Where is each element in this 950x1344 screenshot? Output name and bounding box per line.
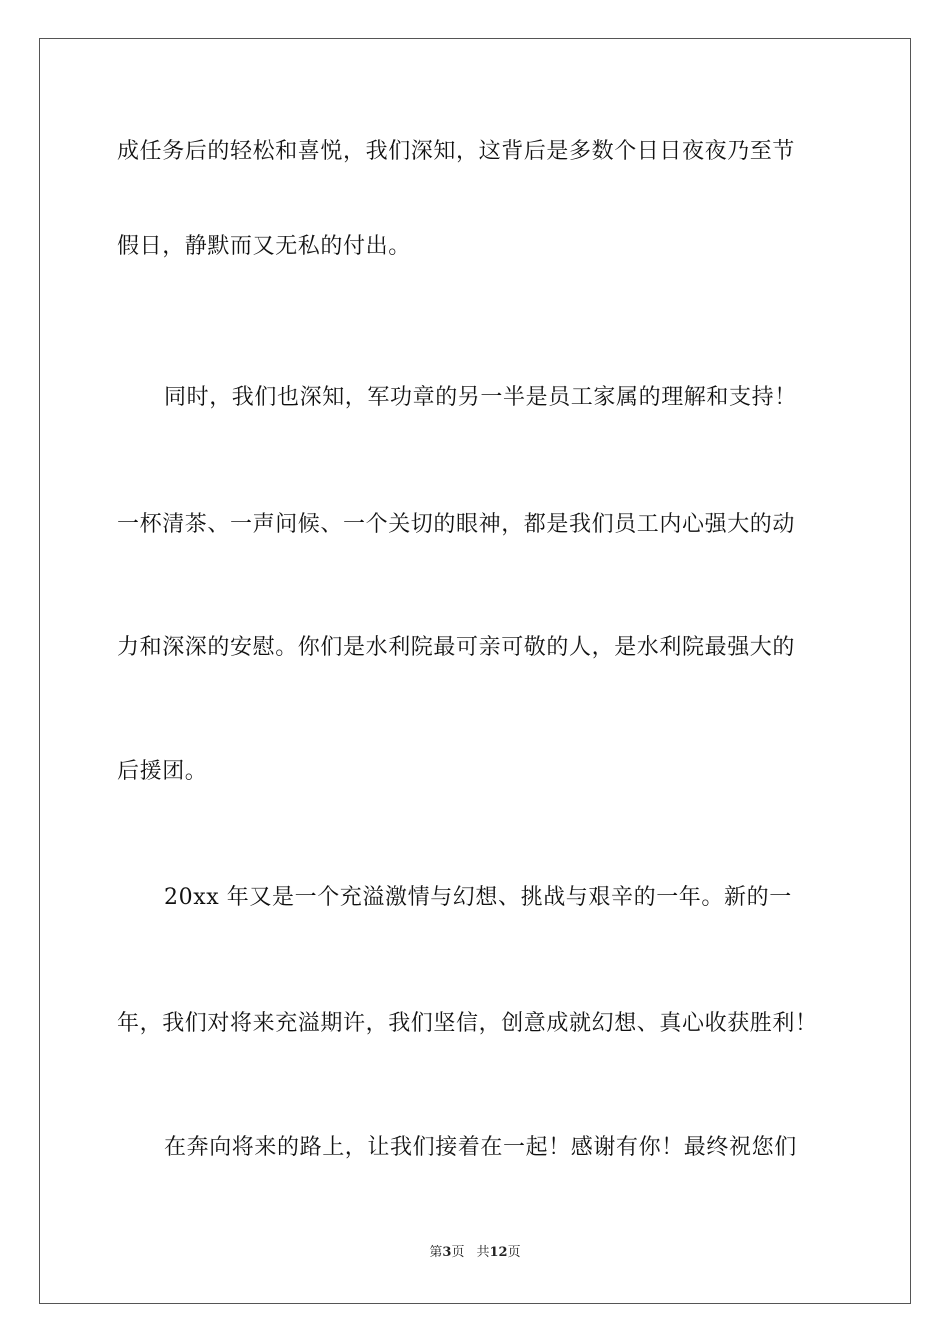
body-line-9: 在奔向将来的路上，让我们接着在一起！感谢有你！最终祝您们 [164, 1135, 797, 1160]
body-line-2: 假日，静默而又无私的付出。 [117, 234, 411, 259]
body-line-1: 成任务后的轻松和喜悦，我们深知，这背后是多数个日日夜夜乃至节 [117, 139, 796, 164]
footer-page-prefix: 第 [429, 1245, 443, 1260]
page-footer [0, 1244, 950, 1262]
page-frame [39, 38, 911, 1304]
footer-total-suffix: 页 [507, 1245, 521, 1260]
footer-total-prefix: 共 [476, 1245, 490, 1260]
body-line-6: 后援团。 [117, 759, 208, 784]
footer-page-suffix: 页 [451, 1245, 465, 1260]
body-line-4: 一杯清茶、一声问候、一个关切的眼神，都是我们员工内心强大的动 [117, 512, 796, 537]
body-line-5: 力和深深的安慰。你们是水利院最可亲可敬的人，是水利院最强大的 [117, 635, 796, 660]
footer-page-number: 3 [442, 1245, 452, 1260]
body-line-3: 同时，我们也深知，军功章的另一半是员工家属的理解和支持！ [164, 385, 797, 410]
footer-total-pages: 12 [489, 1245, 508, 1260]
body-line-7: 20xx 年又是一个充溢激情与幻想、挑战与艰辛的一年。新的一 [164, 885, 792, 910]
body-line-8: 年，我们对将来充溢期许，我们坚信，创意成就幻想、真心收获胜利！ [117, 1011, 818, 1036]
